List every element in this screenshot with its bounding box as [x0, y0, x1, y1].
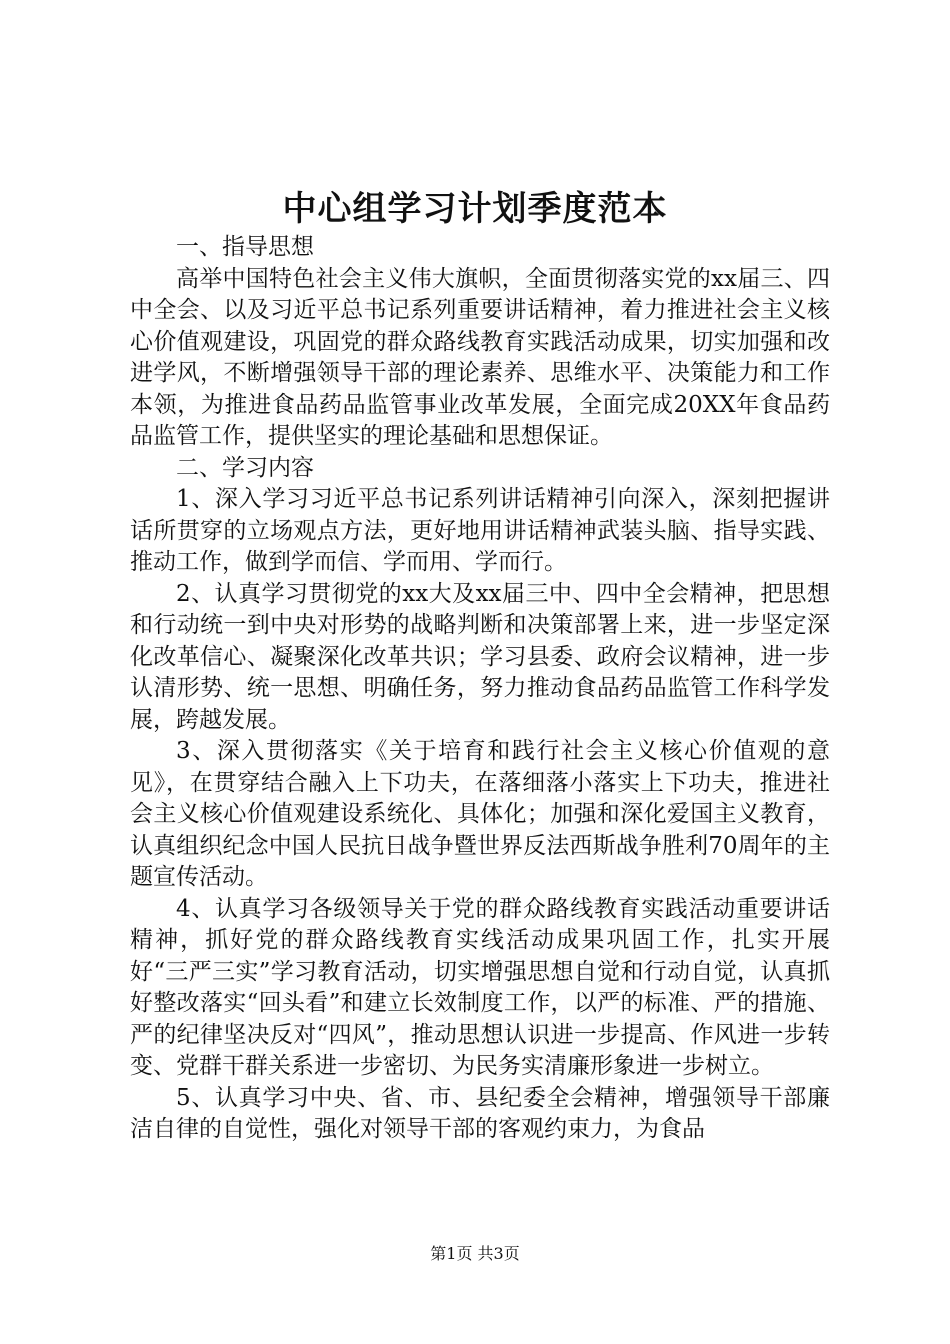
paragraph-guiding-thought: 高举中国特色社会主义伟大旗帜，全面贯彻落实党的xx届三、四中全会、以及习近平总书记系列重要讲话精神，着力推进社会主义核心价值观建设，巩固党的群众路线教育实践活动成果，切实加强和改进学风，不断增强领导干部的理论素养、思维水平、决策能力和工作本领，为推进食品药品监管事业改革发展，全面完成20XX年食品药品监管工作，提供坚实的理论基础和思想保证。 [130, 265, 830, 449]
page-number-footer: 第1页 共3页 [430, 1244, 520, 1263]
section-heading-study-content: 二、学习内容 [176, 454, 314, 481]
paragraph-item-1: 1、深入学习习近平总书记系列讲话精神引向深入，深刻把握讲话所贯穿的立场观点方法，更好地用讲话精神武装头脑、指导实践、推动工作，做到学而信、学而用、学而行。 [130, 486, 830, 575]
section-heading-guiding-thought: 一、指导思想 [176, 234, 314, 260]
paragraph-item-2: 2、认真学习贯彻党的xx大及xx届三中、四中全会精神，把思想和行动统一到中央对形势的战略判断和决策部署上来，进一步坚定深化改革信心、凝聚深化改革共识；学习县委、政府会议精神，进一步认清形势、统一思想、明确任务，努力推动食品药品监管工作科学发展，跨越发展。 [130, 580, 830, 733]
paragraph-item-5: 5、认真学习中央、省、市、县纪委全会精神，增强领导干部廉洁自律的自觉性，强化对领导干部的客观约束力，为食品 [130, 1084, 830, 1142]
paragraph-item-3: 3、深入贯彻落实《关于培育和践行社会主义核心价值观的意见》，在贯穿结合融入上下功夫，在落细落小落实上下功夫，推进社会主义核心价值观建设系统化、具体化；加强和深化爱国主义教育，认真组织纪念中国人民抗日战争暨世界反法西斯战争胜利70周年的主题宣传活动。 [130, 738, 830, 890]
document-title: 中心组学习计划季度范本 [282, 189, 668, 229]
paragraph-item-4: 4、认真学习各级领导关于党的群众路线教育实践活动重要讲话精神，抓好党的群众路线教育实线活动成果巩固工作，扎实开展好“三严三实”学习教育活动，切实增强思想自觉和行动自觉，认真抓好整改落实“回头看”和建立长效制度工作，以严的标准、严的措施、严的纪律坚决反对“四风”，推动思想认识进一步提高、作风进一步转变、党群干群关系进一步密切、为民务实清廉形象进一步树立。 [130, 895, 830, 1079]
document-body [130, 232, 830, 1146]
